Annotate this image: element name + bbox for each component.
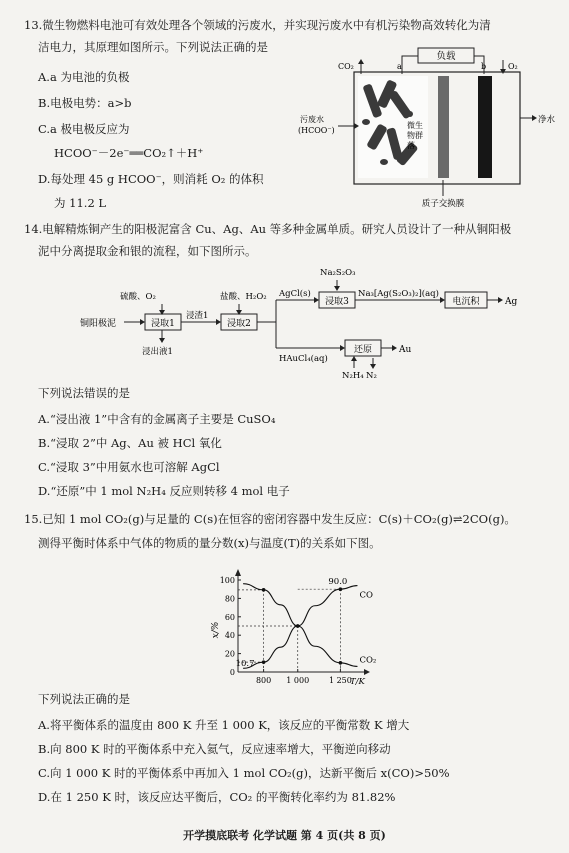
q13-option-b: B.电极电势：a>b [38,96,132,110]
y-tick-label: 0 [229,668,235,677]
flow-product-ag: Ag [505,297,518,307]
q14-stem-line2: 泥中分离提取金和银的流程，如下图所示。 [38,244,257,258]
y-tick-label: 40 [224,631,235,641]
y-tick-label: 100 [219,576,235,585]
wastewater-label: 污废水 [300,115,324,124]
flow-reagent-3: Na₂S₂O₃ [320,268,356,278]
proton-exchange-membrane [438,76,449,178]
y-tick-label: 20 [224,649,235,659]
q13-option-c: C.a 极电极反应为 [38,122,130,136]
q14-option-c: C.“浸取 3”中用氨水也可溶解 AgCl [38,460,220,474]
electrode-b [478,76,492,178]
page-footer: 开学摸底联考 化学试题 第 4 页(共 8 页) [183,829,386,842]
q13-option-d-line2: 为 11.2 L [54,196,107,210]
series-label-co: CO [359,590,373,601]
annotation-10-7: 10.7 [235,659,255,670]
co2-out-label: CO₂ [338,62,354,71]
q15-option-b: B.向 800 K 时的平衡体系中充入氦气，反应速率增大，平衡逆向移动 [38,742,391,756]
x-tick-label: 1 000 [286,676,310,685]
q15-option-c: C.向 1 000 K 时的平衡体系中再加入 1 mol CO₂(g)，达新平衡后 x(CO)>50% [38,766,450,780]
annotation-90: 90.0 [328,577,348,588]
flow-reduction: 还原 [353,345,373,355]
mole-fraction-chart [200,560,390,690]
q13-option-c-equation: HCOO⁻－2e⁻══CO₂↑＋H⁺ [54,146,204,160]
data-point [262,660,266,664]
q13-stem-line2: 洁电力，其原理如图所示。下列说法正确的是 [38,40,268,54]
o2-in-label: O₂ [508,62,518,71]
microbe-label-1: 微生 [407,121,423,130]
flow-leach-3: 浸取3 [325,297,349,307]
flow-reagent-1: 硫酸、O₂ [120,292,156,302]
data-point [339,661,343,665]
y-axis-label: x/% [211,621,221,639]
flow-output-1: 浸出液1 [142,347,173,357]
q15-option-a: A.将平衡体系的温度由 800 K 升至 1 000 K，该反应的平衡常数 K 增大 [38,718,410,732]
flow-product-au: Au [399,345,412,355]
wastewater-formula: (HCOO⁻) [298,126,335,135]
clean-water-label: 净水 [538,115,556,125]
data-point [262,588,266,592]
q14-option-d: D.“还原”中 1 mol N₂H₄ 反应则转移 4 mol 电子 [38,484,290,498]
q14-option-a: A.“浸出液 1”中含有的金属离子主要是 CuSO₄ [38,412,276,426]
q15-stem-line1: 15.已知 1 mol CO₂(g)与足量的 C(s)在恒容的密闭容器中发生反应：C(s)＋CO₂(g)⇌2CO(g)。 [24,512,516,526]
electrode-a-label: a [397,62,402,71]
series-label-co2: CO₂ [359,655,377,666]
q13-stem-line1: 13.微生物燃料电池可有效处理各个领域的污废水，并实现污废水中有机污染物高效转化为清 [24,18,491,32]
electrode-b-label: b [481,62,487,71]
flow-reagent-2: 盐酸、H₂O₂ [220,292,267,302]
load-label: 负载 [436,51,456,62]
microbe-label-3: 落 [407,141,415,150]
q15-option-d: D.在 1 250 K 时，该反应达平衡后，CO₂ 的平衡转化率约为 81.82% [38,790,396,804]
y-tick-label: 80 [224,594,235,604]
y-tick-label: 60 [224,612,235,622]
q13-option-a: A.a 为电池的负极 [38,70,130,84]
q13-option-d-line1: D.每处理 45 g HCOO⁻，则消耗 O₂ 的体积 [38,172,264,186]
flow-residue-1: 浸渣1 [186,311,209,321]
q14-ask: 下列说法错误的是 [38,386,130,400]
x-axis-label: T/K [350,677,365,687]
flow-electrodeposition: 电沉积 [452,297,480,307]
flow-leach-2: 浸取2 [227,319,251,329]
data-point [296,624,300,628]
flow-n2h4: N₂H₄ [342,371,364,381]
microbe-label-2: 物群 [407,131,423,140]
flow-complex: Na₃[Ag(S₂O₃)₂](aq) [358,289,439,299]
flow-n2: N₂ [366,371,377,381]
flow-leach-1: 浸取1 [151,319,175,329]
flow-start: 铜阳极泥 [80,319,117,329]
x-tick-label: 1 250 [328,676,352,685]
flow-haucl4: HAuCl₄(aq) [279,354,328,364]
fuel-cell-diagram [298,44,560,220]
q15-ask: 下列说法正确的是 [38,692,130,706]
flow-agcl: AgCl(s) [279,289,311,299]
extraction-flowchart [80,262,550,382]
data-point [339,587,343,591]
q14-stem-line1: 14.电解精炼铜产生的阳极泥富含 Cu、Ag、Au 等多种金属单质。研究人员设计了一种从铜阳极 [24,222,512,236]
membrane-label: 质子交换膜 [421,199,465,209]
x-tick-label: 800 [255,676,272,685]
q15-stem-line2: 测得平衡时体系中气体的物质的量分数(x)与温度(T)的关系如下图。 [38,536,381,550]
q14-option-b: B.“浸取 2”中 Ag、Au 被 HCl 氧化 [38,436,222,450]
